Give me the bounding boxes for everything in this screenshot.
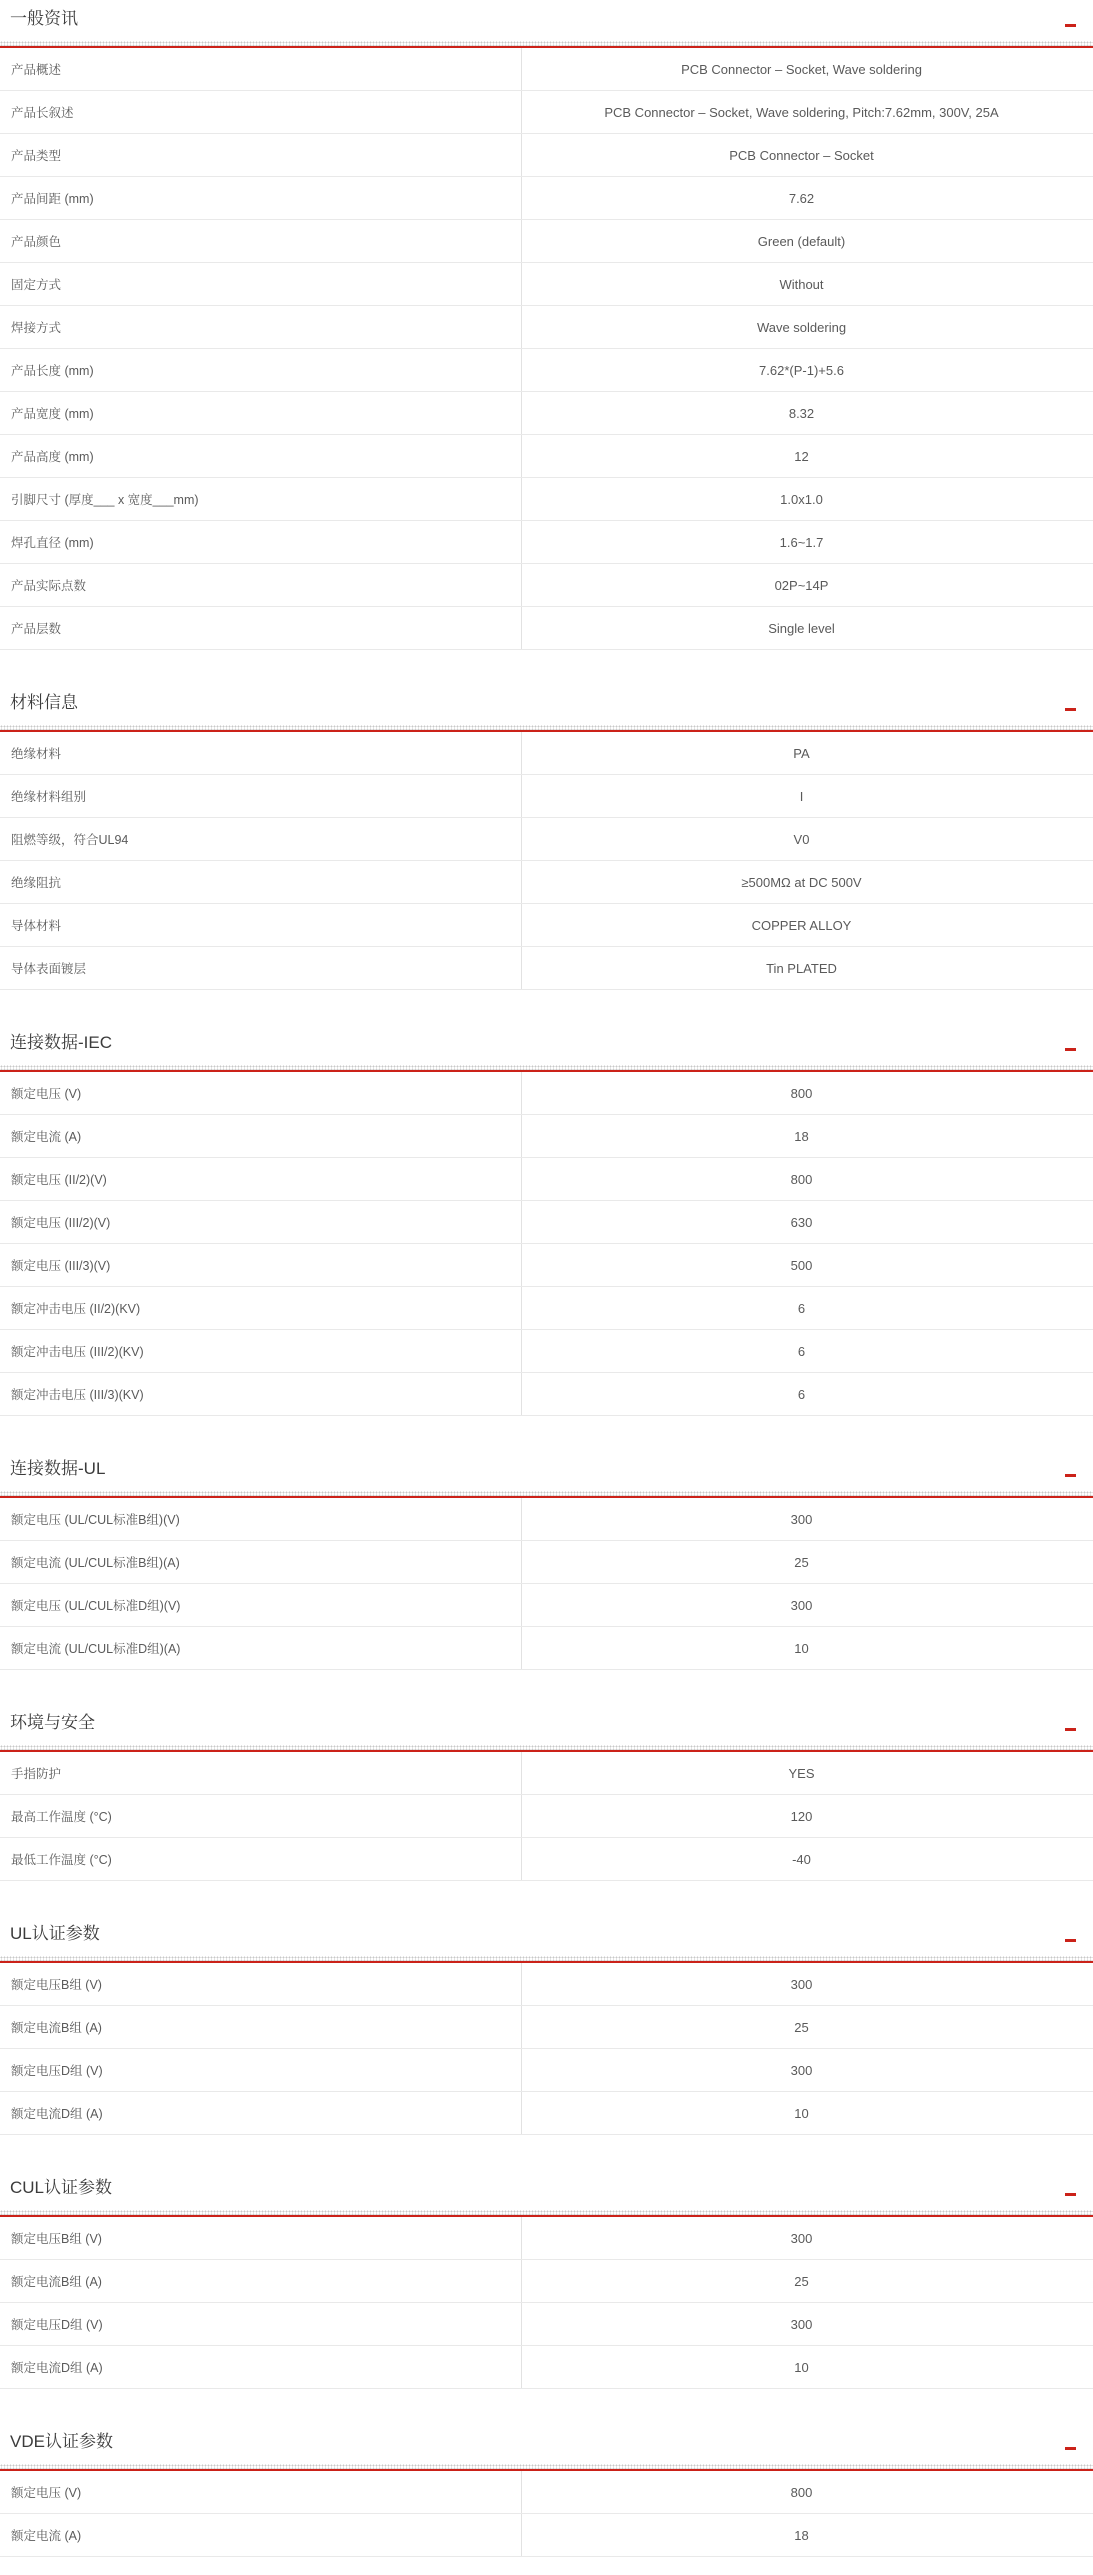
row-label: 绝缘材料组别 — [0, 775, 522, 817]
row-label: 最高工作温度 (°C) — [0, 1795, 522, 1837]
spec-section — [0, 1030, 1093, 1416]
table-row — [0, 1115, 1093, 1158]
row-value: 02P~14P — [774, 577, 829, 593]
spec-table — [0, 732, 1093, 990]
spec-table — [0, 2471, 1093, 2557]
table-row — [0, 1584, 1093, 1627]
row-label: 额定电压 (V) — [0, 2471, 522, 2513]
table-row — [0, 1541, 1093, 1584]
table-row — [0, 48, 1093, 91]
table-row — [0, 349, 1093, 392]
row-label: 绝缘阻抗 — [0, 861, 522, 903]
table-row — [0, 1795, 1093, 1838]
row-value: PCB Connector – Socket, Wave soldering — [681, 61, 922, 77]
row-label: 阻燃等级，符合UL94 — [0, 818, 522, 860]
row-value: 500 — [790, 1257, 813, 1273]
section-header — [0, 1710, 1093, 1736]
row-label: 手指防护 — [0, 1752, 522, 1794]
spec-table — [0, 48, 1093, 650]
row-value: 800 — [790, 1171, 813, 1187]
row-label: 产品长度 (mm) — [0, 349, 522, 391]
row-value: PA — [793, 745, 810, 761]
row-value: 800 — [790, 1085, 813, 1101]
table-row — [0, 1373, 1093, 1416]
row-label: 额定电流D组 (A) — [0, 2092, 522, 2134]
spec-section — [0, 6, 1093, 650]
row-label: 引脚尺寸 (厚度___ x 宽度___mm) — [0, 478, 522, 520]
row-label: 导体材料 — [0, 904, 522, 946]
row-value: 18 — [794, 1128, 809, 1144]
table-row — [0, 861, 1093, 904]
table-row — [0, 732, 1093, 775]
row-value: 300 — [790, 1976, 813, 1992]
row-value: -40 — [792, 1851, 811, 1867]
row-label: 产品宽度 (mm) — [0, 392, 522, 434]
row-value: 300 — [790, 2062, 813, 2078]
table-row — [0, 2514, 1093, 2557]
row-label: 最低工作温度 (°C) — [0, 1838, 522, 1880]
section-header — [0, 1921, 1093, 1947]
spec-section — [0, 2175, 1093, 2389]
minus-icon[interactable] — [1065, 1474, 1076, 1477]
section-header — [0, 2175, 1093, 2201]
row-value: PCB Connector – Socket — [729, 147, 874, 163]
row-value: 300 — [790, 1511, 813, 1527]
row-label: 额定电压B组 (V) — [0, 1963, 522, 2005]
table-row — [0, 2006, 1093, 2049]
section-header — [0, 1456, 1093, 1482]
table-row — [0, 478, 1093, 521]
row-value: ≥500MΩ at DC 500V — [741, 874, 862, 890]
row-label: 额定电流 (UL/CUL标准D组)(A) — [0, 1627, 522, 1669]
row-value: 1.6~1.7 — [779, 534, 824, 550]
row-value: 6 — [797, 1300, 806, 1316]
section-title: CUL认证参数 — [10, 2178, 113, 2197]
row-value: 25 — [794, 2273, 809, 2289]
row-label: 产品高度 (mm) — [0, 435, 522, 477]
row-value: 25 — [794, 2019, 809, 2035]
row-label: 焊接方式 — [0, 306, 522, 348]
table-row — [0, 2049, 1093, 2092]
section-title: 连接数据-IEC — [10, 1033, 112, 1052]
table-row — [0, 818, 1093, 861]
table-row — [0, 435, 1093, 478]
section-header — [0, 690, 1093, 716]
row-label: 额定电流 (A) — [0, 1115, 522, 1157]
spec-section — [0, 2429, 1093, 2557]
table-row — [0, 2092, 1093, 2135]
table-row — [0, 521, 1093, 564]
row-value: Single level — [768, 620, 835, 636]
row-value: 12 — [794, 448, 809, 464]
row-label: 额定电压D组 (V) — [0, 2049, 522, 2091]
row-label: 额定电流 (A) — [0, 2514, 522, 2556]
spec-table — [0, 1963, 1093, 2135]
section-header — [0, 6, 1093, 32]
row-value: 25 — [794, 1554, 809, 1570]
table-row — [0, 306, 1093, 349]
row-label: 额定电压D组 (V) — [0, 2303, 522, 2345]
table-row — [0, 1838, 1093, 1881]
spec-section — [0, 1456, 1093, 1670]
section-title: UL认证参数 — [10, 1924, 100, 1943]
row-value: 630 — [790, 1214, 813, 1230]
row-label: 额定电压 (III/2)(V) — [0, 1201, 522, 1243]
row-label: 额定电流B组 (A) — [0, 2006, 522, 2048]
row-label: 焊孔直径 (mm) — [0, 521, 522, 563]
row-value: 10 — [794, 2359, 809, 2375]
row-value: Green (default) — [757, 233, 846, 249]
table-row — [0, 1498, 1093, 1541]
row-label: 额定电压B组 (V) — [0, 2217, 522, 2259]
row-value: Tin PLATED — [766, 960, 837, 976]
table-row — [0, 177, 1093, 220]
table-row — [0, 2303, 1093, 2346]
minus-icon[interactable] — [1065, 24, 1076, 27]
spec-table — [0, 2217, 1093, 2389]
row-value: 800 — [790, 2484, 813, 2500]
row-value: 300 — [790, 2230, 813, 2246]
section-title: VDE认证参数 — [10, 2432, 113, 2451]
minus-icon[interactable] — [1065, 1939, 1076, 1942]
row-label: 额定电压 (UL/CUL标准D组)(V) — [0, 1584, 522, 1626]
row-value: 7.62 — [788, 190, 815, 206]
row-value: PCB Connector – Socket, Wave soldering, Pitch:7.62mm, 300V, 25A — [604, 104, 999, 120]
row-label: 导体表面镀层 — [0, 947, 522, 989]
row-value: 6 — [797, 1386, 806, 1402]
row-label: 额定电流D组 (A) — [0, 2346, 522, 2388]
row-label: 产品类型 — [0, 134, 522, 176]
row-label: 额定冲击电压 (III/2)(KV) — [0, 1330, 522, 1372]
minus-icon[interactable] — [1065, 2447, 1076, 2450]
row-value: 1.0x1.0 — [780, 491, 823, 507]
row-value: Wave soldering — [756, 319, 847, 335]
row-label: 绝缘材料 — [0, 732, 522, 774]
table-row — [0, 263, 1093, 306]
row-value: 7.62*(P-1)+5.6 — [759, 362, 844, 378]
row-label: 额定电压 (UL/CUL标准B组)(V) — [0, 1498, 522, 1540]
row-label: 产品概述 — [0, 48, 522, 90]
spec-table — [0, 1498, 1093, 1670]
row-value: V0 — [793, 831, 810, 847]
section-title: 材料信息 — [10, 693, 78, 712]
section-title: 一般资讯 — [10, 9, 78, 28]
table-row — [0, 1330, 1093, 1373]
table-row — [0, 1158, 1093, 1201]
table-row — [0, 775, 1093, 818]
table-row — [0, 904, 1093, 947]
table-row — [0, 2217, 1093, 2260]
row-label: 额定冲击电压 (II/2)(KV) — [0, 1287, 522, 1329]
row-value: 18 — [794, 2527, 809, 2543]
section-header — [0, 1030, 1093, 1056]
row-label: 产品长叙述 — [0, 91, 522, 133]
table-row — [0, 1752, 1093, 1795]
table-row — [0, 607, 1093, 650]
spec-section — [0, 690, 1093, 990]
table-row — [0, 1244, 1093, 1287]
minus-icon[interactable] — [1065, 708, 1076, 711]
table-row — [0, 1072, 1093, 1115]
table-row — [0, 1627, 1093, 1670]
table-row — [0, 564, 1093, 607]
table-row — [0, 1201, 1093, 1244]
row-label: 额定冲击电压 (III/3)(KV) — [0, 1373, 522, 1415]
row-label: 产品实际点数 — [0, 564, 522, 606]
table-row — [0, 2346, 1093, 2389]
table-row — [0, 1287, 1093, 1330]
row-value: 10 — [794, 1640, 809, 1656]
table-row — [0, 91, 1093, 134]
row-label: 产品间距 (mm) — [0, 177, 522, 219]
row-value: Without — [779, 276, 824, 292]
row-value: I — [799, 788, 804, 804]
row-value: YES — [788, 1765, 815, 1781]
row-value: 300 — [790, 1597, 813, 1613]
row-label: 固定方式 — [0, 263, 522, 305]
minus-icon[interactable] — [1065, 1728, 1076, 1731]
table-row — [0, 2471, 1093, 2514]
spec-table — [0, 1072, 1093, 1416]
row-value: 300 — [790, 2316, 813, 2332]
minus-icon[interactable] — [1065, 1048, 1076, 1051]
row-value: 120 — [790, 1808, 813, 1824]
section-header — [0, 2429, 1093, 2455]
row-value: COPPER ALLOY — [751, 917, 852, 933]
minus-icon[interactable] — [1065, 2193, 1076, 2196]
row-label: 产品层数 — [0, 607, 522, 649]
row-label: 额定电压 (II/2)(V) — [0, 1158, 522, 1200]
row-label: 额定电压 (III/3)(V) — [0, 1244, 522, 1286]
table-row — [0, 947, 1093, 990]
spec-section — [0, 1921, 1093, 2135]
section-title: 环境与安全 — [10, 1713, 95, 1732]
row-label: 额定电流 (UL/CUL标准B组)(A) — [0, 1541, 522, 1583]
row-label: 额定电流B组 (A) — [0, 2260, 522, 2302]
row-value: 8.32 — [788, 405, 815, 421]
spec-table — [0, 1752, 1093, 1881]
row-label: 产品颜色 — [0, 220, 522, 262]
row-value: 10 — [794, 2105, 809, 2121]
row-label: 额定电压 (V) — [0, 1072, 522, 1114]
section-title: 连接数据-UL — [10, 1459, 106, 1478]
table-row — [0, 392, 1093, 435]
row-value: 6 — [797, 1343, 806, 1359]
table-row — [0, 220, 1093, 263]
table-row — [0, 134, 1093, 177]
spec-section — [0, 1710, 1093, 1881]
table-row — [0, 2260, 1093, 2303]
table-row — [0, 1963, 1093, 2006]
